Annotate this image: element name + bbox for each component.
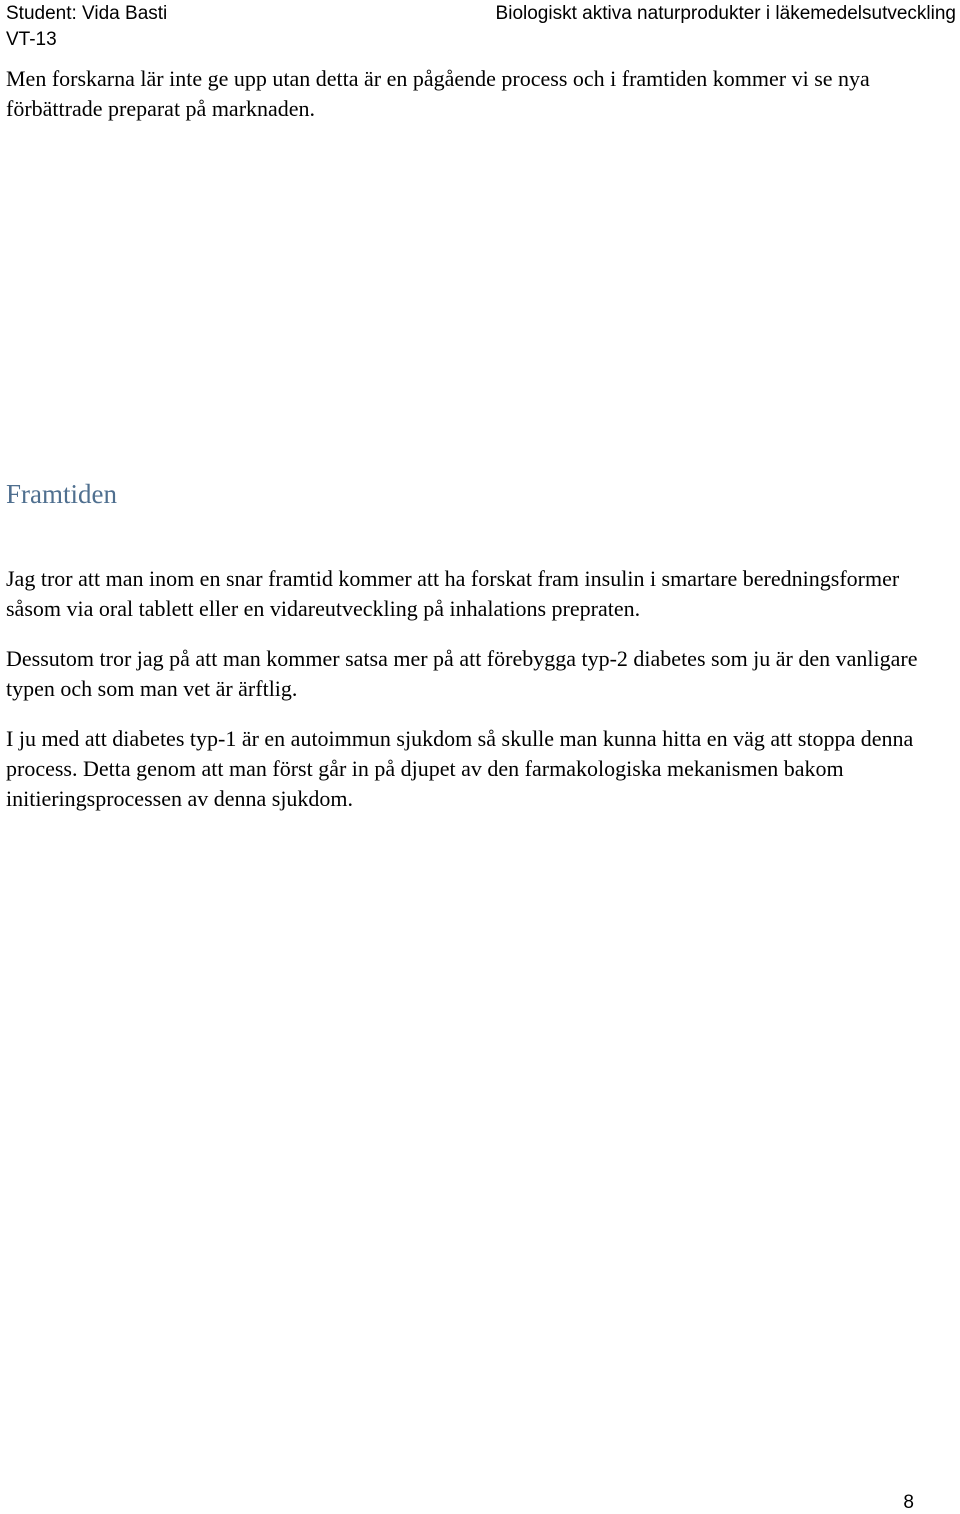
section-heading: Framtiden xyxy=(6,479,117,509)
section-body xyxy=(6,564,936,834)
intro-paragraph: Men forskarna lär inte ge upp utan detta är en pågående process och i framtiden kommer vi se nya förbättrade preparat på marknaden. xyxy=(6,66,870,121)
header-term: VT-13 xyxy=(6,29,57,50)
page-number: 8 xyxy=(903,1492,914,1513)
header-left xyxy=(6,1,167,53)
paragraph-type1: I ju med att diabetes typ-1 är en autoimmun sjukdom så skulle man kunna hitta en väg att stoppa denna process. Detta genom att man först går in på djupet av den farmakologiska mekanismen bakom initieringsprocessen av denna sjukdom. xyxy=(6,726,914,811)
header-course-title: Biologiskt aktiva naturprodukter i läkemedelsutveckling xyxy=(495,3,956,24)
paragraph-insulin: Jag tror att man inom en snar framtid kommer att ha forskat fram insulin i smartare beredningsformer såsom via oral tablett eller en vidareutveckling på inhalations prepraten. xyxy=(6,566,900,621)
header-student: Student: Vida Basti xyxy=(6,3,168,24)
paragraph-type2: Dessutom tror jag på att man kommer satsa mer på att förebygga typ-2 diabetes som ju är den vanligare typen och som man vet är ärftlig. xyxy=(6,646,918,701)
